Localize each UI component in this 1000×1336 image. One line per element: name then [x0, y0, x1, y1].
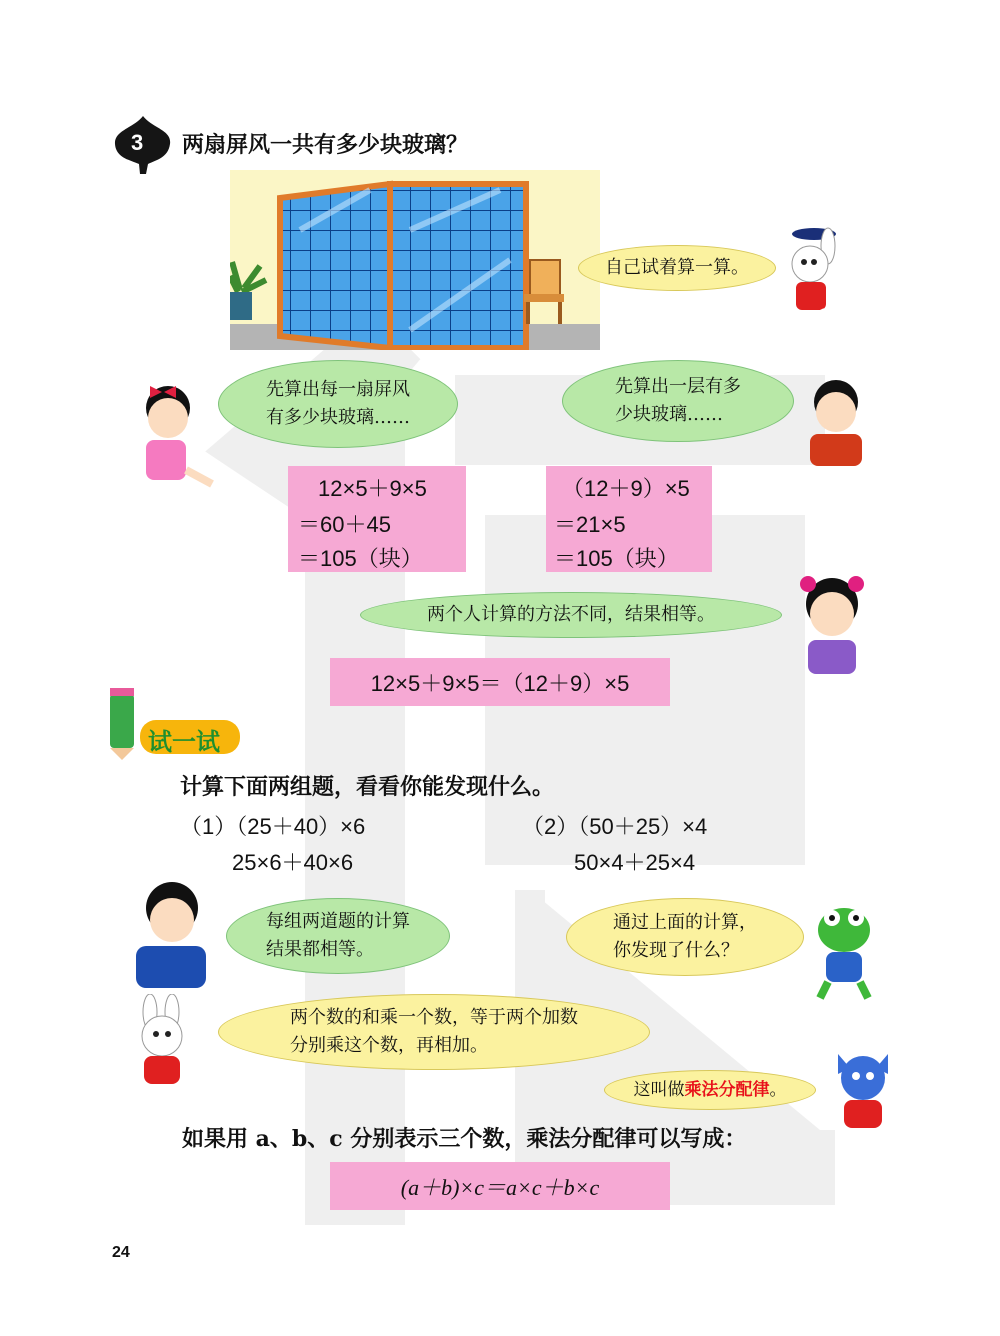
- boy-right-line-1: 先算出一层有多: [615, 376, 741, 397]
- rabbit-bottom-line-2: 分别乘这个数，再相加。: [290, 1035, 488, 1056]
- equation-box: [330, 658, 670, 706]
- rabbit-bottom-icon: [128, 994, 198, 1094]
- pencil-icon: [110, 688, 134, 760]
- speech-bubble-boy-right: [562, 360, 794, 442]
- calc-left-line-3: ＝105（块）: [298, 546, 423, 571]
- group1-line-1: （1）（25＋40）×6: [180, 814, 366, 839]
- try-prompt: 计算下面两组题，看看你能发现什么。: [180, 774, 555, 800]
- rabbit-icon: [780, 226, 850, 330]
- speech-bubble-cat: [604, 1070, 816, 1110]
- girl-right-icon: [790, 570, 874, 674]
- speech-bubble-boy-left: [226, 898, 450, 974]
- calc-right-line-1: （12＋9）×5: [562, 476, 690, 501]
- frog-icon: [814, 904, 874, 1000]
- rabbit-bottom-line-1: 两个数的和乘一个数，等于两个加数: [290, 1007, 578, 1028]
- frog-line-2: 你发现了什么？: [613, 940, 739, 961]
- boy-right-line-2: 少块玻璃……: [615, 404, 723, 425]
- rabbit-top-text: 自己试着算一算。: [605, 257, 749, 278]
- group2-line-2: 50×4＋25×4: [574, 850, 696, 875]
- distributive-law-formula: [330, 1162, 670, 1210]
- speech-bubble-girl-right: [360, 592, 782, 638]
- boy-left-line-2: 结果都相等。: [266, 939, 374, 960]
- calc-left-line-1: 12×5＋9×5: [318, 476, 427, 501]
- boy-left-icon: [128, 878, 214, 988]
- plant-icon: [230, 262, 266, 320]
- speech-bubble-girl-left: [218, 360, 458, 448]
- boy-right-icon: [800, 376, 872, 466]
- speech-bubble-rabbit: [578, 245, 776, 291]
- calc-right-line-3: ＝105（块）: [554, 546, 679, 571]
- screen-illustration: [230, 170, 600, 350]
- girl-left-icon: [128, 380, 220, 492]
- frog-line-1: 通过上面的计算，: [613, 912, 757, 933]
- calc-box-left: [288, 466, 466, 572]
- girl-left-line-2: 有多少块玻璃……: [266, 407, 410, 428]
- calc-right-line-2: ＝21×5: [554, 512, 626, 537]
- cat-icon: [830, 1046, 896, 1138]
- cat-text-suffix: 。: [769, 1080, 787, 1100]
- speech-bubble-rabbit-bottom: [218, 994, 650, 1070]
- equation-text: 12×5＋9×5＝（12＋9）×5: [370, 670, 630, 696]
- page-number: 24: [112, 1244, 130, 1261]
- glass-screens-drawing: [230, 170, 600, 350]
- chair-icon: [524, 260, 564, 324]
- girl-left-line-1: 先算出每一扇屏风: [266, 379, 410, 400]
- group2-line-1: （2）（50＋25）×4: [522, 814, 708, 839]
- conclusion-text: 如果用 a、b、c 分别表示三个数，乘法分配律可以写成：: [182, 1126, 747, 1152]
- cat-text-prefix: 这叫做: [633, 1080, 685, 1100]
- problem-title: 两扇屏风一共有多少块玻璃？: [182, 132, 469, 158]
- girl-right-text: 两个人计算的方法不同，结果相等。: [427, 604, 715, 625]
- group1-line-2: 25×6＋40×6: [232, 850, 354, 875]
- cat-text-highlight: 乘法分配律: [684, 1080, 770, 1100]
- speech-bubble-frog: [566, 898, 804, 976]
- formula-text: (a＋b)×c＝a×c＋b×c: [400, 1174, 600, 1200]
- try-label: 试一试: [148, 727, 220, 756]
- problem-number: 3: [131, 130, 144, 155]
- boy-left-line-1: 每组两道题的计算: [266, 911, 410, 932]
- calc-left-line-2: ＝60＋45: [298, 512, 391, 537]
- calc-box-right: [546, 466, 712, 572]
